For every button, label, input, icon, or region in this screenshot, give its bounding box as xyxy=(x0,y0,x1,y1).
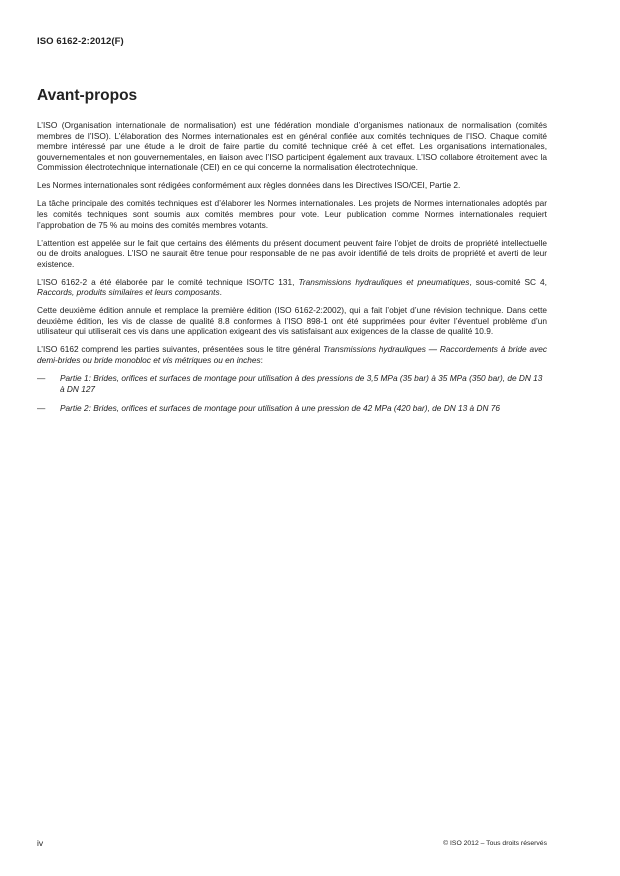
subcommittee-title: Raccords, produits similaires et leurs composants xyxy=(37,287,220,298)
list-dash: — xyxy=(37,373,46,384)
committee-title: Transmissions hydrauliques et pneumatiques xyxy=(298,276,470,287)
foreword-body xyxy=(37,120,547,422)
list-item xyxy=(37,403,547,414)
document-id: ISO 6162-2:2012(F) xyxy=(37,36,124,47)
part-1-title: Partie 1: Brides, orifices et surfaces de montage pour utilisation à des pressions de 3,5 MPa (35 bar) à 35 MPa (350 bar), de DN 13 à DN 127 xyxy=(60,373,543,394)
paragraph-directives: Les Normes internationales sont rédigées conformément aux règles données dans les Directives ISO/CEI, Partie 2. xyxy=(37,180,461,191)
list-item xyxy=(37,373,547,394)
subcommittee-text: , sous-comité SC 4, xyxy=(469,276,547,287)
paragraph-iso-organisation: L’ISO (Organisation internationale de normalisation) est une fédération mondiale d’organismes nationaux de normalisation (comités membres de l’ISO). L’élaboration des Normes internationales est en général confiée aux comités techniques de l’ISO. Chaque comité membre intéressé par une étude a le droit de faire partie du comité technique créé à cet effet. Les organisations internationales, gouvernementales et non gouvernementales, en liaison avec l’ISO participent également aux travaux. L’ISO collabore étroitement avec la Commission électrotechnique internationale (CEI) en ce qui concerne la normalisation électrotechnique. xyxy=(37,120,547,173)
prepared-by-text: L’ISO 6162-2 a été élaborée par le comité technique ISO/TC 131, xyxy=(37,276,299,287)
general-title: Transmissions hydrauliques — Raccordements à bride avec demi-brides ou bride monobloc et vis métriques ou en inches xyxy=(37,344,547,366)
page-title: Avant-propos xyxy=(37,87,138,104)
prepared-by-end: . xyxy=(219,287,222,298)
paragraph-prepared-by xyxy=(37,277,547,298)
list-dash: — xyxy=(37,402,46,413)
page-number: iv xyxy=(37,838,44,848)
parts-list xyxy=(37,373,547,413)
paragraph-parts-intro xyxy=(37,344,547,365)
copyright-notice: © ISO 2012 – Tous droits réservés xyxy=(443,840,547,847)
paragraph-edition: Cette deuxième édition annule et remplace la première édition (ISO 6162-2:2002), qui a fait l’objet d’une révision technique. Dans cette deuxième édition, les vis de classe de qualité 8.8 conformes à l’ISO 898-1 ont été supprimées pour éviter l’éventuel problème d’un utilisateur qui utiliserait ces vis dans une application exigeant des vis satisfaisant aux exigences de la classe de qualité 10.9. xyxy=(37,305,547,337)
parts-intro-text: L’ISO 6162 comprend les parties suivantes, présentées sous le titre général xyxy=(37,344,324,355)
paragraph-patent-rights: L’attention est appelée sur le fait que certains des éléments du présent document peuvent faire l’objet de droits de propriété intellectuelle ou de droits analogues. L’ISO ne saurait être tenue pour responsable de ne pas avoir identifié de tels droits de propriété et averti de leur existence. xyxy=(37,237,547,269)
parts-intro-end: : xyxy=(260,355,263,366)
paragraph-technical-committees: La tâche principale des comités techniques est d’élaborer les Normes internationales. Les projets de Normes internationales adoptés par les comités techniques sont soumis aux comités membres pour vote. Leur publication comme Normes internationales requiert l’approbation de 75 % au moins des comités membres votants. xyxy=(37,198,547,230)
part-2-title: Partie 2: Brides, orifices et surfaces de montage pour utilisation à une pression de 42 MPa (420 bar), de DN 13 à DN 76 xyxy=(60,402,500,413)
